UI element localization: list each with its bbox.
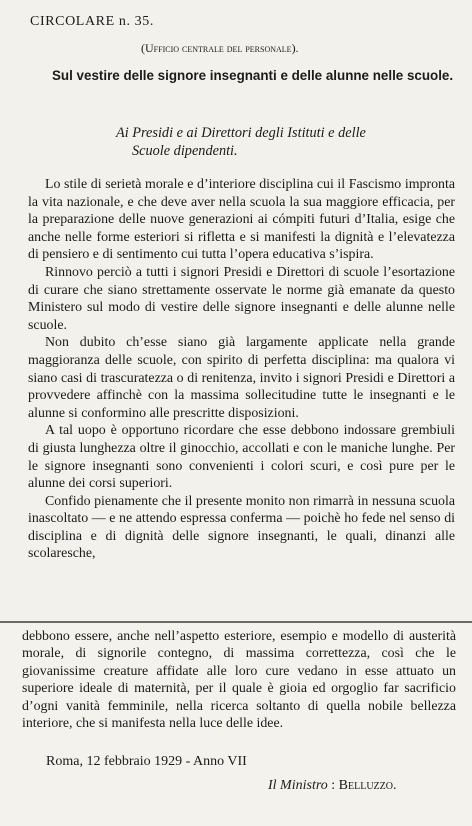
office-close-paren: ). bbox=[291, 41, 299, 55]
office-name: Ufficio centrale del personale bbox=[145, 41, 292, 55]
addressee-block bbox=[116, 124, 466, 160]
addressee-line-1: Ai Presidi e ai Direttori degli Istituti e delle bbox=[116, 125, 366, 141]
addressee-line-2: Scuole dipendenti. bbox=[132, 143, 238, 159]
body-paragraph-4: A tal uopo è opportuno ricordare che esse debbono indossare grembiuli di giusta lunghezza oltre il ginocchio, accollati e con le maniche lunghe. Per le signore insegnanti sono convenienti i colori scuri, e così pure per le alunne dei corsi superiori. bbox=[28, 423, 455, 492]
circular-number-heading: CIRCOLARE n. 35. bbox=[30, 14, 154, 29]
circular-subject: Sul vestire delle signore insegnanti e delle alunne nelle scuole. bbox=[52, 68, 454, 83]
body-paragraph-3: Non dubito ch’esse siano già largamente applicate nella grande maggioranza delle scuole, con spirito di perfetta disciplina: ma qualora vi siano casi di trascuratezza o di renitenza, invito i signori Presidi e Direttori a provvedere affinchè con la massima sollecitudine tutte le insegnanti e le alunne si conformino alle prescritte disposizioni. bbox=[28, 335, 455, 421]
office-open-paren: ( bbox=[141, 41, 145, 55]
date-line: Roma, 12 febbraio 1929 - Anno VII bbox=[46, 754, 247, 769]
signature-title: Il Ministro bbox=[268, 778, 328, 793]
office-line bbox=[141, 41, 299, 56]
signature-line bbox=[268, 778, 396, 794]
circular-body bbox=[28, 176, 455, 563]
signature-separator: : bbox=[327, 778, 339, 793]
body-paragraph-2: Rinnovo perciò a tutti i signori Presidi e Direttori di scuole l’esortazione di curare che siano strettamente osservate le norme già emanate da questo Ministero sul modo di vestire delle signore insegnanti e delle alunne nelle scuole. bbox=[28, 264, 455, 333]
continuation-paragraph: debbono essere, anche nell’aspetto esteriore, esempio e modello di austerità morale, di signorile contegno, di massima correttezza, così che le giovanissime creature affidate alle loro cure vedano in esse attuato un superiore ideale di maternità, per il quale è gioia ed orgoglio far sacrificio d’ogni vanità femminile, nella ricerca soltanto di quella nobile bellezza interiore, che si manifesta nella luce delle idee. bbox=[22, 629, 456, 732]
signature-name: Belluzzo. bbox=[338, 778, 397, 793]
body-paragraph-5: Confido pienamente che il presente monito non rimarrà in nessuna scuola inascoltato — e ne attendo espressa conferma — poichè ho fede nel senso di disciplina e di dignità delle signore insegnanti, le quali, dinanzi alle scolaresche, bbox=[28, 493, 455, 562]
body-paragraph-1: Lo stile di serietà morale e d’interiore disciplina cui il Fascismo impronta la vita nazionale, e che deve aver nella scuola la sua maggiore efficacia, per la preparazione delle nuove generazioni ai cómpiti futuri d’Italia, esige che anche nelle forme esteriori si rifletta e si manifesti la dignità e l’elevatezza di pensiero e di sentimento cui tutta l’opera educativa s’ispira. bbox=[28, 177, 455, 263]
continuation-block bbox=[22, 628, 456, 732]
